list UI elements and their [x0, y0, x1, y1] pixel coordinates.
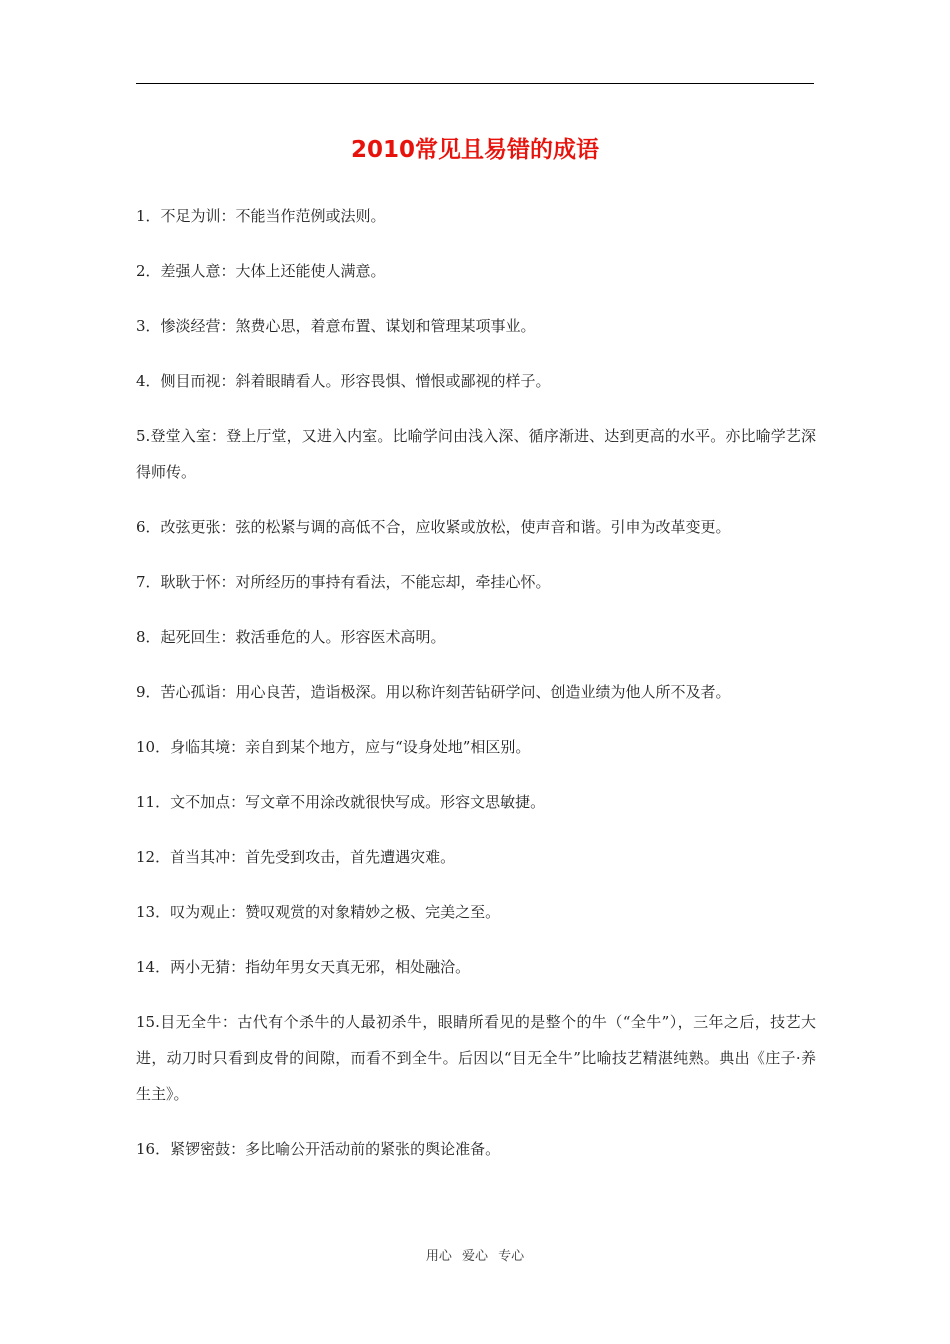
- document-title: 2010常见且易错的成语: [350, 137, 599, 163]
- idiom-entry: 9．苦心孤诣：用心良苦，造诣极深。用以称许刻苦钻研学问、创造业绩为他人所不及者。: [136, 683, 731, 701]
- idiom-entry: 14．两小无猜：指幼年男女天真无邪，相处融洽。: [136, 958, 471, 976]
- idiom-entry: 13．叹为观止：赞叹观赏的对象精妙之极、完美之至。: [136, 903, 501, 921]
- idiom-entry: 16．紧锣密鼓：多比喻公开活动前的紧张的舆论准备。: [136, 1140, 501, 1158]
- header-rule: [136, 83, 814, 84]
- idiom-entry: 8．起死回生：救活垂危的人。形容医术高明。: [136, 628, 446, 646]
- idiom-entry: 5.登堂入室：登上厅堂，又进入内室。比喻学问由浅入深、循序渐进、达到更高的水平。亦比喻学艺深得师传。: [136, 427, 816, 481]
- idiom-entry: 4．侧目而视：斜着眼睛看人。形容畏惧、憎恨或鄙视的样子。: [136, 372, 551, 390]
- idiom-list: [136, 198, 816, 1186]
- idiom-entry: 10．身临其境：亲自到某个地方，应与“设身处地”相区别。: [136, 738, 531, 756]
- idiom-entry: 12．首当其冲：首先受到攻击，首先遭遇灾难。: [136, 848, 456, 866]
- idiom-entry: 6．改弦更张：弦的松紧与调的高低不合，应收紧或放松，使声音和谐。引申为改革变更。: [136, 518, 731, 536]
- idiom-entry: 11．文不加点：写文章不用涂改就很快写成。形容文思敏捷。: [136, 793, 546, 811]
- idiom-entry: 15.目无全牛：古代有个杀牛的人最初杀牛，眼睛所看见的是整个的牛（“全牛”），三年之后，技艺大进，动刀时只看到皮骨的间隙，而看不到全牛。后因以“目无全牛”比喻技艺精湛纯熟。典出《庄子·养生主》。: [136, 1013, 816, 1103]
- idiom-entry: 3．惨淡经营：煞费心思，着意布置、谋划和管理某项事业。: [136, 317, 536, 335]
- idiom-entry: 7．耿耿于怀：对所经历的事持有看法，不能忘却，牵挂心怀。: [136, 573, 551, 591]
- idiom-entry: 1．不足为训：不能当作范例或法则。: [136, 207, 386, 225]
- idiom-entry: 2．差强人意：大体上还能使人满意。: [136, 262, 386, 280]
- page-footer: 用心 爱心 专心: [425, 1249, 525, 1264]
